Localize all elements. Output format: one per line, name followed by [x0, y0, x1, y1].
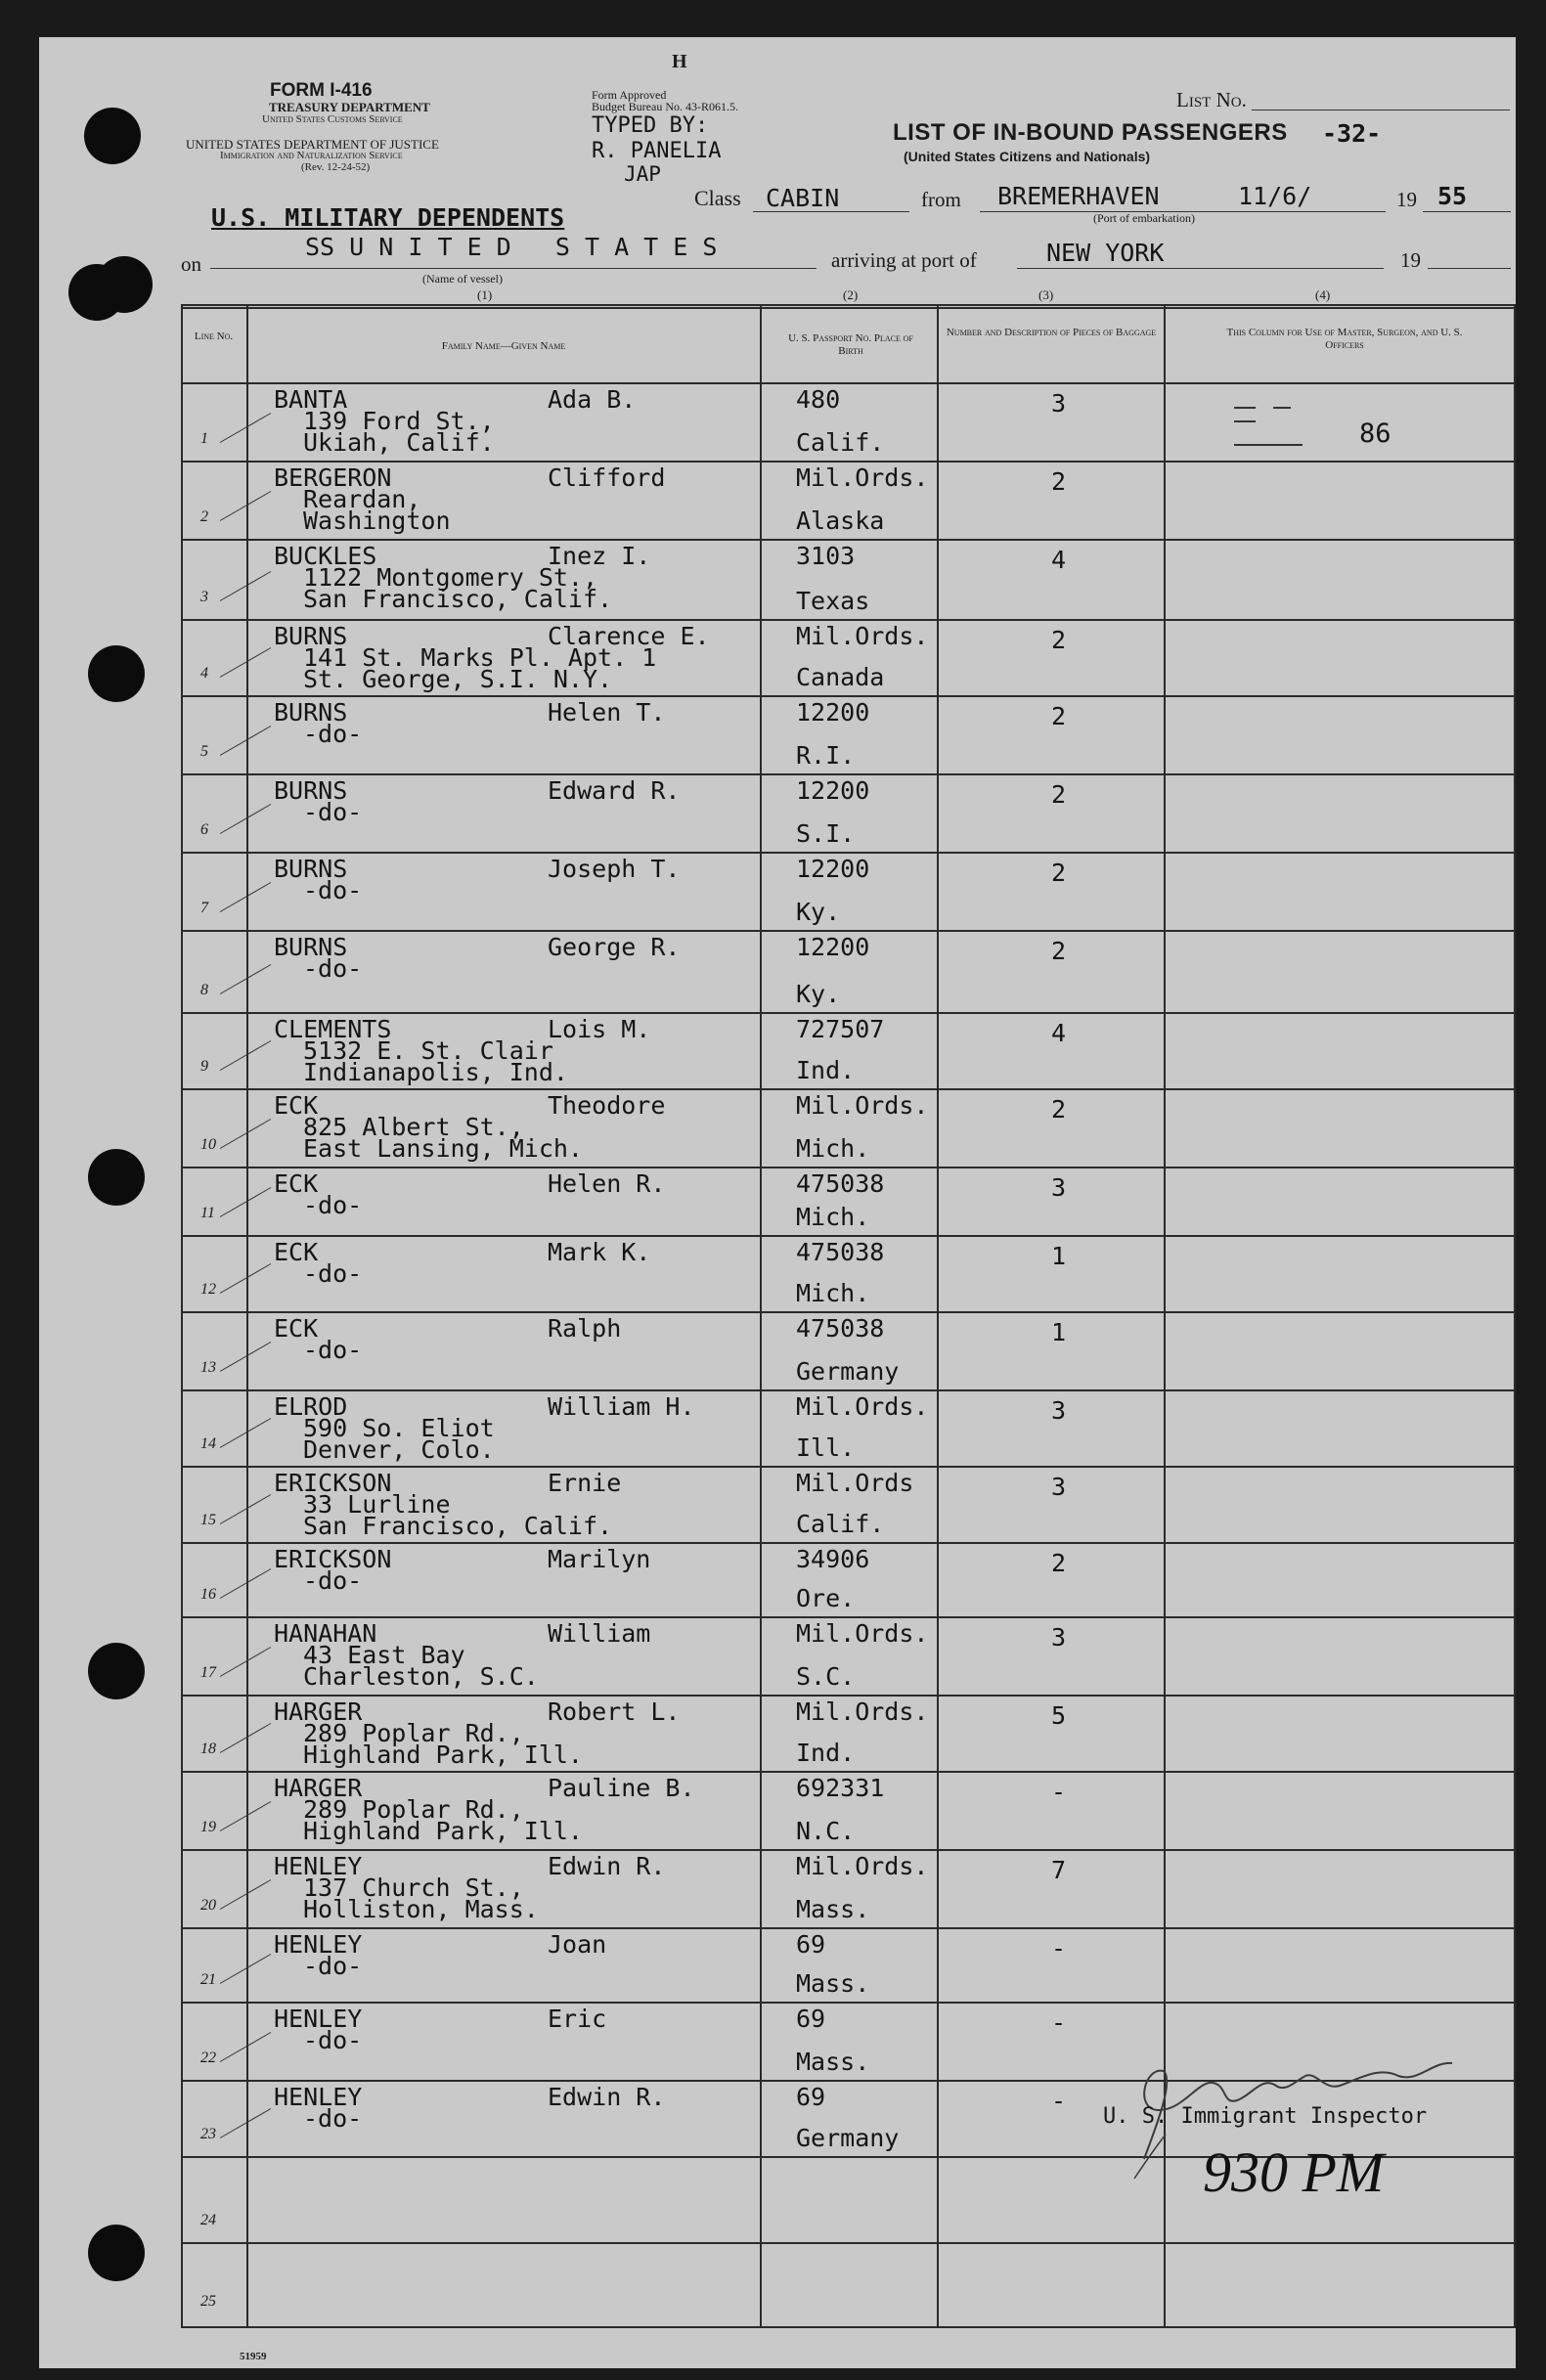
- customs-service: United States Customs Service: [262, 113, 403, 125]
- line-number: 22: [200, 2049, 216, 2066]
- given-name: Helen R.: [548, 1169, 666, 1198]
- check-mark: [220, 2108, 271, 2138]
- address-line-1: -do-: [303, 954, 363, 983]
- punch-hole: [88, 1149, 145, 1206]
- address-line-1: 141 St. Marks Pl. Apt. 1: [303, 643, 657, 672]
- place-of-birth: S.C.: [796, 1662, 856, 1691]
- place-of-birth: Ky.: [796, 898, 841, 926]
- place-of-birth: Mass.: [796, 2048, 870, 2076]
- family-name: ERICKSON: [274, 1545, 392, 1573]
- baggage-count: 2: [1051, 937, 1067, 965]
- check-mark: [220, 647, 271, 678]
- address-line-1: 289 Poplar Rd.,: [303, 1795, 524, 1824]
- passport-number: 475038: [796, 1238, 885, 1266]
- family-name: HENLEY: [274, 1930, 363, 1959]
- address-line-1: 825 Albert St.,: [303, 1113, 524, 1141]
- ins-service: Immigration and Naturalization Service: [220, 150, 403, 161]
- from-label: from: [921, 188, 961, 211]
- baggage-count: -: [1051, 1778, 1067, 1806]
- punch-hole: [84, 108, 141, 164]
- line-number: 20: [200, 1897, 216, 1914]
- address-line-2: San Francisco, Calif.: [303, 1512, 613, 1540]
- place-of-birth: Calif.: [796, 428, 885, 457]
- place-of-birth: Alaska: [796, 507, 885, 535]
- address-line-1: -do-: [303, 2104, 363, 2133]
- family-name: BUCKLES: [274, 542, 377, 570]
- place-of-birth: Ill.: [796, 1433, 856, 1462]
- given-name: Edwin R.: [548, 2083, 666, 2111]
- family-name: BANTA: [274, 385, 348, 414]
- given-name: William: [548, 1619, 651, 1648]
- year-prefix-2: 19: [1400, 248, 1421, 272]
- family-name: HENLEY: [274, 2083, 363, 2111]
- address-line-1: 43 East Bay: [303, 1641, 465, 1669]
- passport-number: 475038: [796, 1169, 885, 1198]
- place-of-birth: Texas: [796, 587, 870, 615]
- treasury-dept: TREASURY DEPARTMENT: [269, 100, 430, 114]
- place-of-birth: Mich.: [796, 1203, 870, 1231]
- family-name: HARGER: [274, 1697, 363, 1726]
- address-line-2: Denver, Colo.: [303, 1435, 495, 1464]
- address-line-2: Highland Park, Ill.: [303, 1817, 583, 1845]
- check-mark: [220, 726, 271, 756]
- baggage-count: -: [1051, 2008, 1067, 2037]
- check-mark: [220, 1723, 271, 1753]
- punch-hole: [88, 1643, 145, 1699]
- baggage-count: 7: [1051, 1856, 1067, 1884]
- form-number: FORM I-416: [270, 80, 373, 101]
- passport-number: Mil.Ords.: [796, 1392, 929, 1421]
- given-name: Eric: [548, 2005, 607, 2033]
- given-name: Edwin R.: [548, 1852, 666, 1880]
- line-number: 2: [200, 508, 208, 525]
- given-name: George R.: [548, 933, 681, 961]
- family-name: ELROD: [274, 1392, 348, 1421]
- line-number: 8: [200, 982, 208, 998]
- passport-number: 69: [796, 2005, 826, 2033]
- baggage-count: 3: [1051, 1473, 1067, 1501]
- footer-code: 51959: [240, 2351, 267, 2362]
- passport-number: Mil.Ords.: [796, 1852, 929, 1880]
- passport-number: 12200: [796, 855, 870, 883]
- place-of-birth: Ky.: [796, 980, 841, 1008]
- check-mark: [220, 413, 271, 443]
- address-line-1: -do-: [303, 876, 363, 904]
- given-name: Clarence E.: [548, 622, 710, 650]
- address-line-2: Holliston, Mass.: [303, 1895, 539, 1923]
- departure-date: 11/6/: [1238, 182, 1312, 210]
- family-name: HENLEY: [274, 1852, 363, 1880]
- baggage-count: 3: [1051, 389, 1067, 418]
- check-mark: [220, 1954, 271, 1984]
- class-value: CABIN: [766, 184, 840, 212]
- line-number: 14: [200, 1435, 216, 1452]
- place-of-birth: Mich.: [796, 1279, 870, 1307]
- passport-number: 480: [796, 385, 841, 414]
- family-name: BURNS: [274, 698, 348, 727]
- check-mark: [220, 571, 271, 601]
- place-of-birth: Mich.: [796, 1134, 870, 1163]
- line-number: 9: [200, 1058, 208, 1075]
- baggage-count: 2: [1051, 1095, 1067, 1124]
- line-number: 11: [200, 1205, 215, 1221]
- baggage-count: 5: [1051, 1701, 1067, 1730]
- check-mark: [220, 1801, 271, 1831]
- passport-number: 34906: [796, 1545, 870, 1573]
- officer-mark: 86: [1359, 419, 1391, 449]
- family-name: HENLEY: [274, 2005, 363, 2033]
- line-number: 10: [200, 1136, 216, 1153]
- given-name: Inez I.: [548, 542, 651, 570]
- list-number: -32-: [1322, 119, 1382, 148]
- port-embarkation-caption: (Port of embarkation): [1093, 211, 1195, 225]
- check-mark: [220, 882, 271, 912]
- baggage-count: 3: [1051, 1623, 1067, 1652]
- place-of-birth: R.I.: [796, 741, 856, 770]
- time-note: 930 PM: [1203, 2140, 1385, 2204]
- line-number: 24: [200, 2212, 216, 2228]
- col-number-3: (3): [1038, 287, 1054, 302]
- given-name: Robert L.: [548, 1697, 681, 1726]
- year-prefix: 19: [1396, 188, 1417, 211]
- check-mark: [220, 1263, 271, 1294]
- address-line-1: -do-: [303, 720, 363, 748]
- margin-mark: H: [672, 51, 687, 72]
- check-mark: [220, 1119, 271, 1149]
- line-number: 15: [200, 1512, 216, 1528]
- line-number: 25: [200, 2293, 216, 2310]
- address-line-1: -do-: [303, 1566, 363, 1595]
- place-of-birth: S.I.: [796, 819, 856, 848]
- arriving-label: arriving at port of: [831, 248, 977, 272]
- check-mark: [220, 2032, 271, 2062]
- check-mark: [220, 1342, 271, 1372]
- line-number: 7: [200, 900, 208, 916]
- line-number: 3: [200, 589, 208, 605]
- line-number: 19: [200, 1819, 216, 1835]
- family-name: BURNS: [274, 776, 348, 805]
- passport-number: 727507: [796, 1015, 885, 1043]
- family-name: BURNS: [274, 622, 348, 650]
- address-line-1: -do-: [303, 1336, 363, 1364]
- family-name: HANAHAN: [274, 1619, 377, 1648]
- typist-initials: JAP: [624, 162, 661, 186]
- given-name: William H.: [548, 1392, 695, 1421]
- address-line-1: 5132 E. St. Clair: [303, 1036, 553, 1065]
- line-number: 23: [200, 2126, 216, 2142]
- punch-hole: [88, 645, 145, 702]
- address-line-1: -do-: [303, 798, 363, 826]
- line-number: 12: [200, 1281, 216, 1298]
- group-label: U.S. MILITARY DEPENDENTS: [211, 203, 565, 232]
- check-mark: [220, 491, 271, 521]
- header-officers: This Column for Use of Master, Surgeon, and U. S. Officers: [1226, 327, 1463, 351]
- address-line-1: 289 Poplar Rd.,: [303, 1719, 524, 1747]
- passport-number: 12200: [796, 776, 870, 805]
- list-subtitle: (United States Citizens and Nationals): [904, 149, 1151, 164]
- given-name: Joan: [548, 1930, 607, 1959]
- passport-number: Mil.Ords: [796, 1469, 914, 1497]
- address-line-1: Reardan,: [303, 485, 421, 513]
- check-mark: [220, 1040, 271, 1071]
- place-of-birth: Mass.: [796, 1969, 870, 1998]
- check-mark: [220, 1879, 271, 1910]
- vessel-name: SS U N I T E D S T A T E S: [305, 233, 718, 261]
- address-line-2: Indianapolis, Ind.: [303, 1058, 568, 1086]
- line-number: 21: [200, 1971, 216, 1988]
- baggage-count: 2: [1051, 626, 1067, 654]
- passport-number: 69: [796, 1930, 826, 1959]
- address-line-1: 590 So. Eliot: [303, 1414, 495, 1442]
- col-number-2: (2): [843, 287, 859, 302]
- given-name: Theodore: [548, 1091, 666, 1120]
- place-of-birth: N.C.: [796, 1817, 856, 1845]
- address-line-1: 1122 Montgomery St.,: [303, 563, 598, 592]
- form-revision: (Rev. 12-24-52): [301, 161, 371, 173]
- baggage-count: 4: [1051, 546, 1067, 574]
- given-name: Pauline B.: [548, 1774, 695, 1802]
- line-number: 18: [200, 1741, 216, 1757]
- passport-number: 69: [796, 2083, 826, 2111]
- line-number: 4: [200, 665, 208, 682]
- budget-bureau: Budget Bureau No. 43-R061.5.: [592, 100, 738, 113]
- baggage-count: 2: [1051, 702, 1067, 730]
- line-number: 1: [200, 430, 208, 447]
- given-name: Marilyn: [548, 1545, 651, 1573]
- address-line-2: East Lansing, Mich.: [303, 1134, 583, 1163]
- passport-number: 475038: [796, 1314, 885, 1343]
- passport-number: 3103: [796, 542, 856, 570]
- list-no-label: List No.: [1176, 88, 1247, 111]
- header-baggage: Number and Description of Pieces of Baggage: [946, 327, 1157, 338]
- form-approved: Form Approved: [592, 88, 667, 102]
- passport-number: Mil.Ords.: [796, 463, 929, 492]
- given-name: Ernie: [548, 1469, 622, 1497]
- address-line-2: Charleston, S.C.: [303, 1662, 539, 1691]
- place-of-birth: Germany: [796, 1357, 900, 1386]
- check-mark: [220, 1568, 271, 1599]
- address-line-1: 33 Lurline: [303, 1490, 451, 1519]
- family-name: HARGER: [274, 1774, 363, 1802]
- line-number: 6: [200, 821, 208, 838]
- typed-by-label: TYPED BY:: [592, 113, 709, 138]
- passport-number: Mil.Ords.: [796, 1091, 929, 1120]
- on-label: on: [181, 252, 201, 276]
- given-name: Joseph T.: [548, 855, 681, 883]
- passport-number: 12200: [796, 698, 870, 727]
- passport-number: 12200: [796, 933, 870, 961]
- check-mark: [220, 1418, 271, 1448]
- address-line-2: St. George, S.I. N.Y.: [303, 665, 613, 693]
- place-of-birth: Mass.: [796, 1895, 870, 1923]
- justice-dept: UNITED STATES DEPARTMENT OF JUSTICE: [186, 137, 439, 152]
- baggage-count: 2: [1051, 1549, 1067, 1577]
- address-line-1: -do-: [303, 1259, 363, 1288]
- address-line-2: San Francisco, Calif.: [303, 585, 613, 613]
- address-line-1: 139 Ford St.,: [303, 407, 495, 435]
- col-number-4: (4): [1315, 287, 1331, 302]
- family-name: ECK: [274, 1238, 319, 1266]
- baggage-count: 1: [1051, 1242, 1067, 1270]
- address-line-1: -do-: [303, 1191, 363, 1219]
- passport-number: Mil.Ords.: [796, 1697, 929, 1726]
- given-name: Ada B.: [548, 385, 637, 414]
- place-of-birth: Ore.: [796, 1584, 856, 1612]
- baggage-count: 4: [1051, 1019, 1067, 1047]
- vessel-caption: (Name of vessel): [422, 272, 503, 286]
- check-mark: [220, 804, 271, 834]
- passport-number: Mil.Ords.: [796, 622, 929, 650]
- punch-hole: [96, 256, 153, 313]
- baggage-count: 2: [1051, 780, 1067, 809]
- check-mark: [220, 1187, 271, 1217]
- place-of-birth: Ind.: [796, 1739, 856, 1767]
- given-name: Helen T.: [548, 698, 666, 727]
- family-name: BURNS: [274, 933, 348, 961]
- given-name: Lois M.: [548, 1015, 651, 1043]
- given-name: Ralph: [548, 1314, 622, 1343]
- class-label: Class: [694, 186, 741, 210]
- punch-hole: [88, 2225, 145, 2281]
- family-name: CLEMENTS: [274, 1015, 392, 1043]
- list-title: LIST OF IN-BOUND PASSENGERS: [893, 119, 1288, 146]
- header-passport: U. S. Passport No. Place of Birth: [788, 332, 913, 357]
- port-embarkation: BREMERHAVEN: [997, 182, 1160, 210]
- given-name: Mark K.: [548, 1238, 651, 1266]
- family-name: ECK: [274, 1314, 319, 1343]
- baggage-count: -: [1051, 1934, 1067, 1962]
- family-name: ECK: [274, 1091, 319, 1120]
- inspector-label: U. S. Immigrant Inspector: [1103, 2104, 1428, 2129]
- family-name: ERICKSON: [274, 1469, 392, 1497]
- header-name: Family Name—Given Name: [441, 340, 566, 352]
- check-mark: [220, 1494, 271, 1524]
- address-line-2: Highland Park, Ill.: [303, 1741, 583, 1769]
- port-arrival: NEW YORK: [1046, 239, 1165, 267]
- family-name: ECK: [274, 1169, 319, 1198]
- header-line-no: Line No.: [194, 331, 234, 342]
- line-number: 17: [200, 1664, 216, 1681]
- address-line-2: Washington: [303, 507, 451, 535]
- given-name: Clifford: [548, 463, 666, 492]
- manifest-sheet: [39, 37, 1516, 2368]
- baggage-count: -: [1051, 2087, 1067, 2115]
- typist-name: R. PANELIA: [592, 139, 722, 163]
- baggage-count: 2: [1051, 467, 1067, 496]
- address-line-1: -do-: [303, 2026, 363, 2054]
- baggage-count: 2: [1051, 859, 1067, 887]
- address-line-2: Ukiah, Calif.: [303, 428, 495, 457]
- baggage-count: 3: [1051, 1396, 1067, 1425]
- passport-number: Mil.Ords.: [796, 1619, 929, 1648]
- year-value: 55: [1437, 182, 1468, 210]
- check-mark: [220, 1647, 271, 1677]
- check-mark: [220, 964, 271, 994]
- line-number: 5: [200, 743, 208, 760]
- address-line-1: 137 Church St.,: [303, 1873, 524, 1902]
- family-name: BERGERON: [274, 463, 392, 492]
- line-number: 13: [200, 1359, 216, 1376]
- place-of-birth: Calif.: [796, 1510, 885, 1538]
- col-number-1: (1): [477, 287, 493, 302]
- passport-number: 692331: [796, 1774, 885, 1802]
- line-number: 16: [200, 1586, 216, 1603]
- family-name: BURNS: [274, 855, 348, 883]
- given-name: Edward R.: [548, 776, 681, 805]
- place-of-birth: Canada: [796, 663, 885, 691]
- place-of-birth: Ind.: [796, 1056, 856, 1084]
- address-line-1: -do-: [303, 1952, 363, 1980]
- place-of-birth: Germany: [796, 2124, 900, 2152]
- baggage-count: 1: [1051, 1318, 1067, 1346]
- baggage-count: 3: [1051, 1173, 1067, 1202]
